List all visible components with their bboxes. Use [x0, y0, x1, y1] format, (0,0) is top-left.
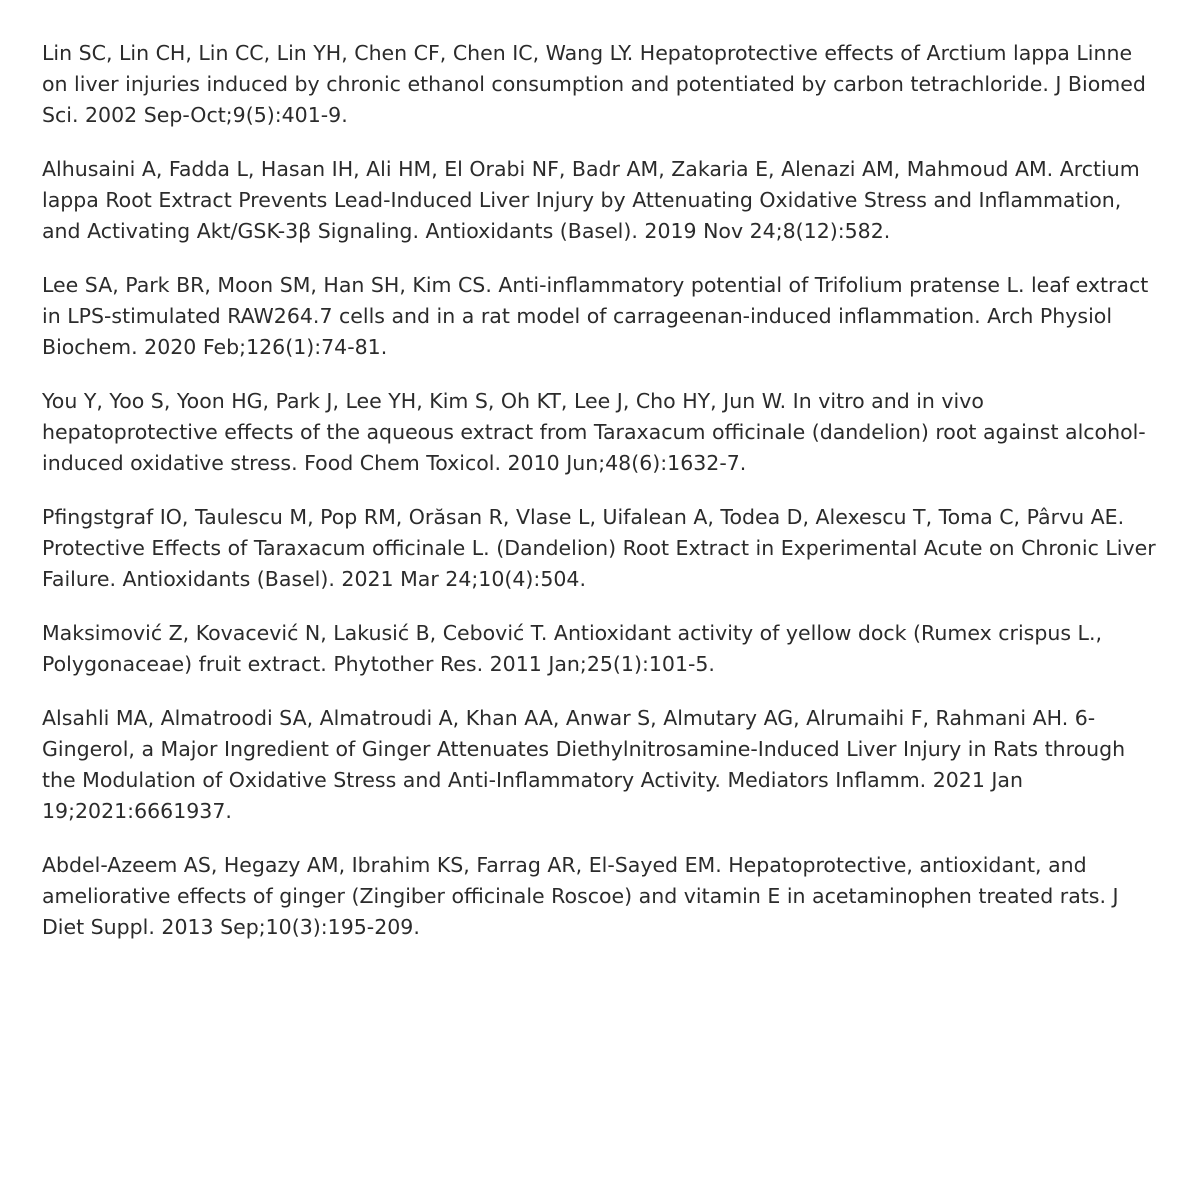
reference-list	[42, 38, 1162, 966]
reference-item: Abdel-Azeem AS, Hegazy AM, Ibrahim KS, Farrag AR, El-Sayed EM. Hepatoprotective, antioxidant, and ameliorative effects of ginger (Zingiber officinale Roscoe) and vitamin E in acetaminophen treated rats. J Diet Suppl. 2013 Sep;10(3):195-209.	[42, 853, 1119, 939]
reference-item: Pfingstgraf IO, Taulescu M, Pop RM, Orăsan R, Vlase L, Uifalean A, Todea D, Alexescu T, Toma C, Pârvu AE. Protective Effects of Taraxacum officinale L. (Dandelion) Root Extract in Experimental Acute on Chronic Liver Failure. Antioxidants (Basel). 2021 Mar 24;10(4):504.	[42, 505, 1156, 591]
reference-item: Lee SA, Park BR, Moon SM, Han SH, Kim CS. Anti-inflammatory potential of Trifolium pratense L. leaf extract in LPS-stimulated RAW264.7 cells and in a rat model of carrageenan-induced inflammation. Arch Physiol Biochem. 2020 Feb;126(1):74-81.	[42, 273, 1149, 359]
reference-item: Alhusaini A, Fadda L, Hasan IH, Ali HM, El Orabi NF, Badr AM, Zakaria E, Alenazi AM, Mahmoud AM. Arctium lappa Root Extract Prevents Lead-Induced Liver Injury by Attenuating Oxidative Stress and Inflammation, and Activating Akt/GSK-3β Signaling. Antioxidants (Basel). 2019 Nov 24;8(12):582.	[42, 157, 1140, 243]
reference-item: Alsahli MA, Almatroodi SA, Almatroudi A, Khan AA, Anwar S, Almutary AG, Alrumaihi F, Rahmani AH. 6-Gingerol, a Major Ingredient of Ginger Attenuates Diethylnitrosamine-Induced Liver Injury in Rats through the Modulation of Oxidative Stress and Anti-Inflammatory Activity. Mediators Inflamm. 2021 Jan 19;2021:6661937.	[42, 706, 1126, 823]
reference-item: Lin SC, Lin CH, Lin CC, Lin YH, Chen CF, Chen IC, Wang LY. Hepatoprotective effects of Arctium lappa Linne on liver injuries induced by chronic ethanol consumption and potentiated by carbon tetrachloride. J Biomed Sci. 2002 Sep-Oct;9(5):401-9.	[42, 41, 1146, 127]
reference-item: You Y, Yoo S, Yoon HG, Park J, Lee YH, Kim S, Oh KT, Lee J, Cho HY, Jun W. In vitro and in vivo hepatoprotective effects of the aqueous extract from Taraxacum officinale (dandelion) root against alcohol-induced oxidative stress. Food Chem Toxicol. 2010 Jun;48(6):1632-7.	[42, 389, 1146, 475]
reference-item: Maksimović Z, Kovacević N, Lakusić B, Cebović T. Antioxidant activity of yellow dock (Rumex crispus L., Polygonaceae) fruit extract. Phytother Res. 2011 Jan;25(1):101-5.	[42, 621, 1102, 676]
